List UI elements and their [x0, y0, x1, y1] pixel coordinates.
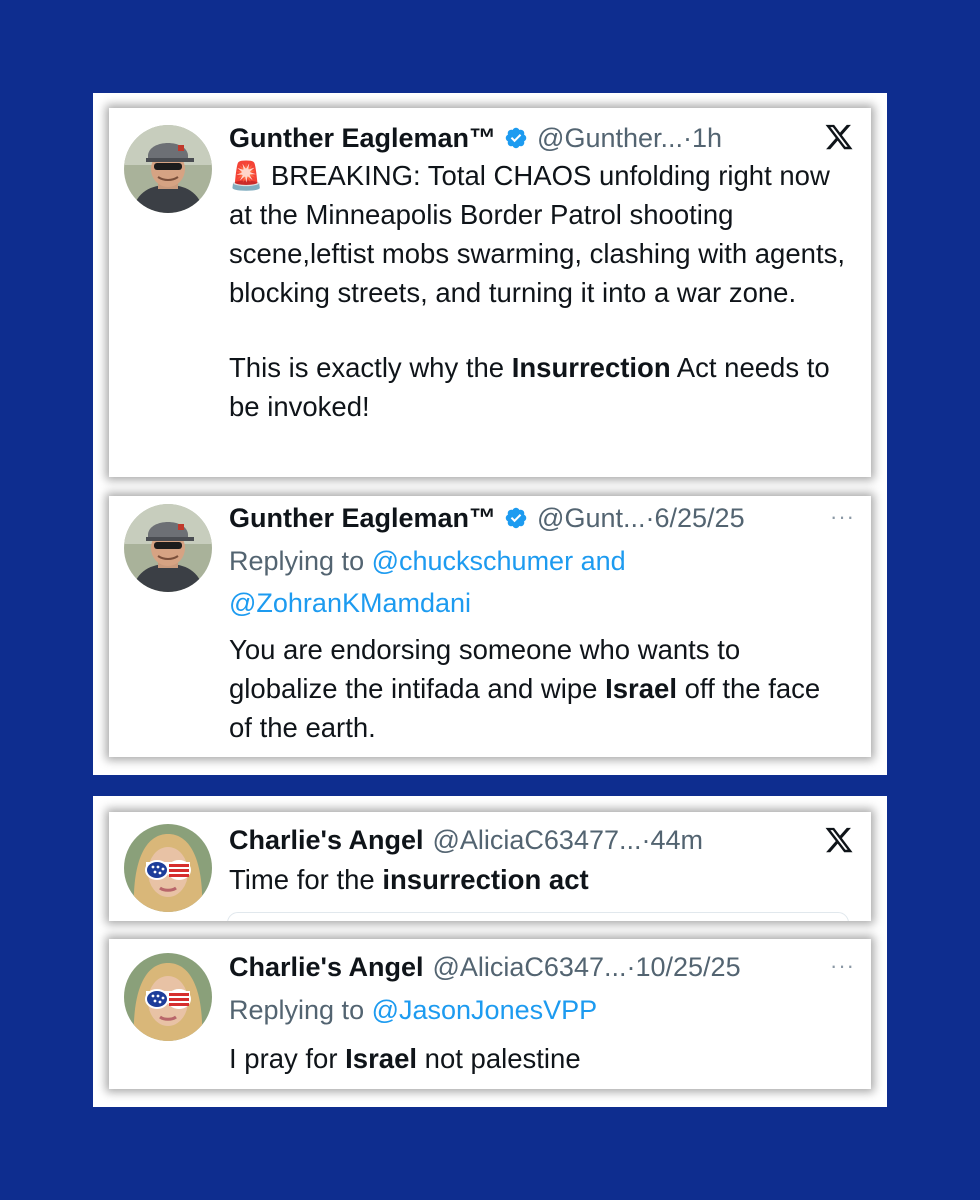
user-handle[interactable]: @AliciaC6347... [432, 951, 627, 982]
user-handle[interactable]: @Gunther... [537, 122, 684, 153]
post-card[interactable] [109, 496, 871, 757]
post-card[interactable] [109, 812, 871, 921]
timestamp[interactable]: 6/25/25 [654, 502, 745, 533]
post-header [229, 118, 851, 158]
more-options-icon[interactable]: ··· [830, 953, 855, 978]
post-header [229, 820, 851, 860]
more-options-icon[interactable]: ··· [830, 504, 855, 529]
post-text: Time for the insurrection act [229, 864, 589, 895]
replying-to: Replying to @chuckschumer and @ZohranKMamdani [229, 546, 626, 618]
display-name[interactable]: Charlie's Angel [229, 824, 424, 855]
x-logo-icon [823, 825, 855, 855]
avatar[interactable] [124, 953, 212, 1041]
avatar[interactable] [124, 125, 212, 213]
timestamp[interactable]: 10/25/25 [635, 951, 741, 982]
timestamp[interactable]: 44m [650, 824, 704, 855]
avatar[interactable] [124, 824, 212, 912]
post-card[interactable] [109, 108, 871, 477]
screenshot-panel-bottom [93, 796, 887, 1107]
verified-badge-icon [504, 126, 528, 150]
x-logo-icon [823, 122, 855, 152]
post-text: 🚨 BREAKING: Total CHAOS unfolding right now at the Minneapolis Border Patrol shooting scene,leftist mobs swarming, clashing with agents, blocking streets, and turning it into a war zone. This is exactly why the Insurrection Act needs to be invoked! [229, 160, 845, 422]
avatar[interactable] [124, 504, 212, 592]
post-text: You are endorsing someone who wants to globalize the intifada and wipe Israel off the face of the earth. [229, 634, 821, 743]
user-handle[interactable]: @Gunt... [537, 502, 646, 533]
display-name[interactable]: Gunther Eagleman™ [229, 122, 497, 153]
post-text: I pray for Israel not palestine [229, 1043, 581, 1074]
post-header [229, 498, 851, 538]
timestamp[interactable]: 1h [692, 122, 723, 153]
replying-to: Replying to @JasonJonesVPP [229, 995, 598, 1025]
verified-badge-icon [504, 506, 528, 530]
separator: · [683, 122, 693, 153]
quoted-card-edge [227, 912, 849, 921]
post-header [229, 947, 851, 987]
display-name[interactable]: Charlie's Angel [229, 951, 424, 982]
mention-link[interactable]: @JasonJonesVPP [371, 995, 598, 1025]
user-handle[interactable]: @AliciaC63477... [432, 824, 642, 855]
post-card[interactable] [109, 939, 871, 1089]
mention-link[interactable]: @ZohranKMamdani [229, 588, 472, 618]
separator: · [626, 951, 636, 982]
separator: · [645, 502, 655, 533]
siren-emoji-icon: 🚨 [229, 160, 264, 191]
screenshot-panel-top [93, 93, 887, 775]
display-name[interactable]: Gunther Eagleman™ [229, 502, 497, 533]
separator: · [641, 824, 651, 855]
mention-link[interactable]: @chuckschumer [371, 546, 574, 576]
